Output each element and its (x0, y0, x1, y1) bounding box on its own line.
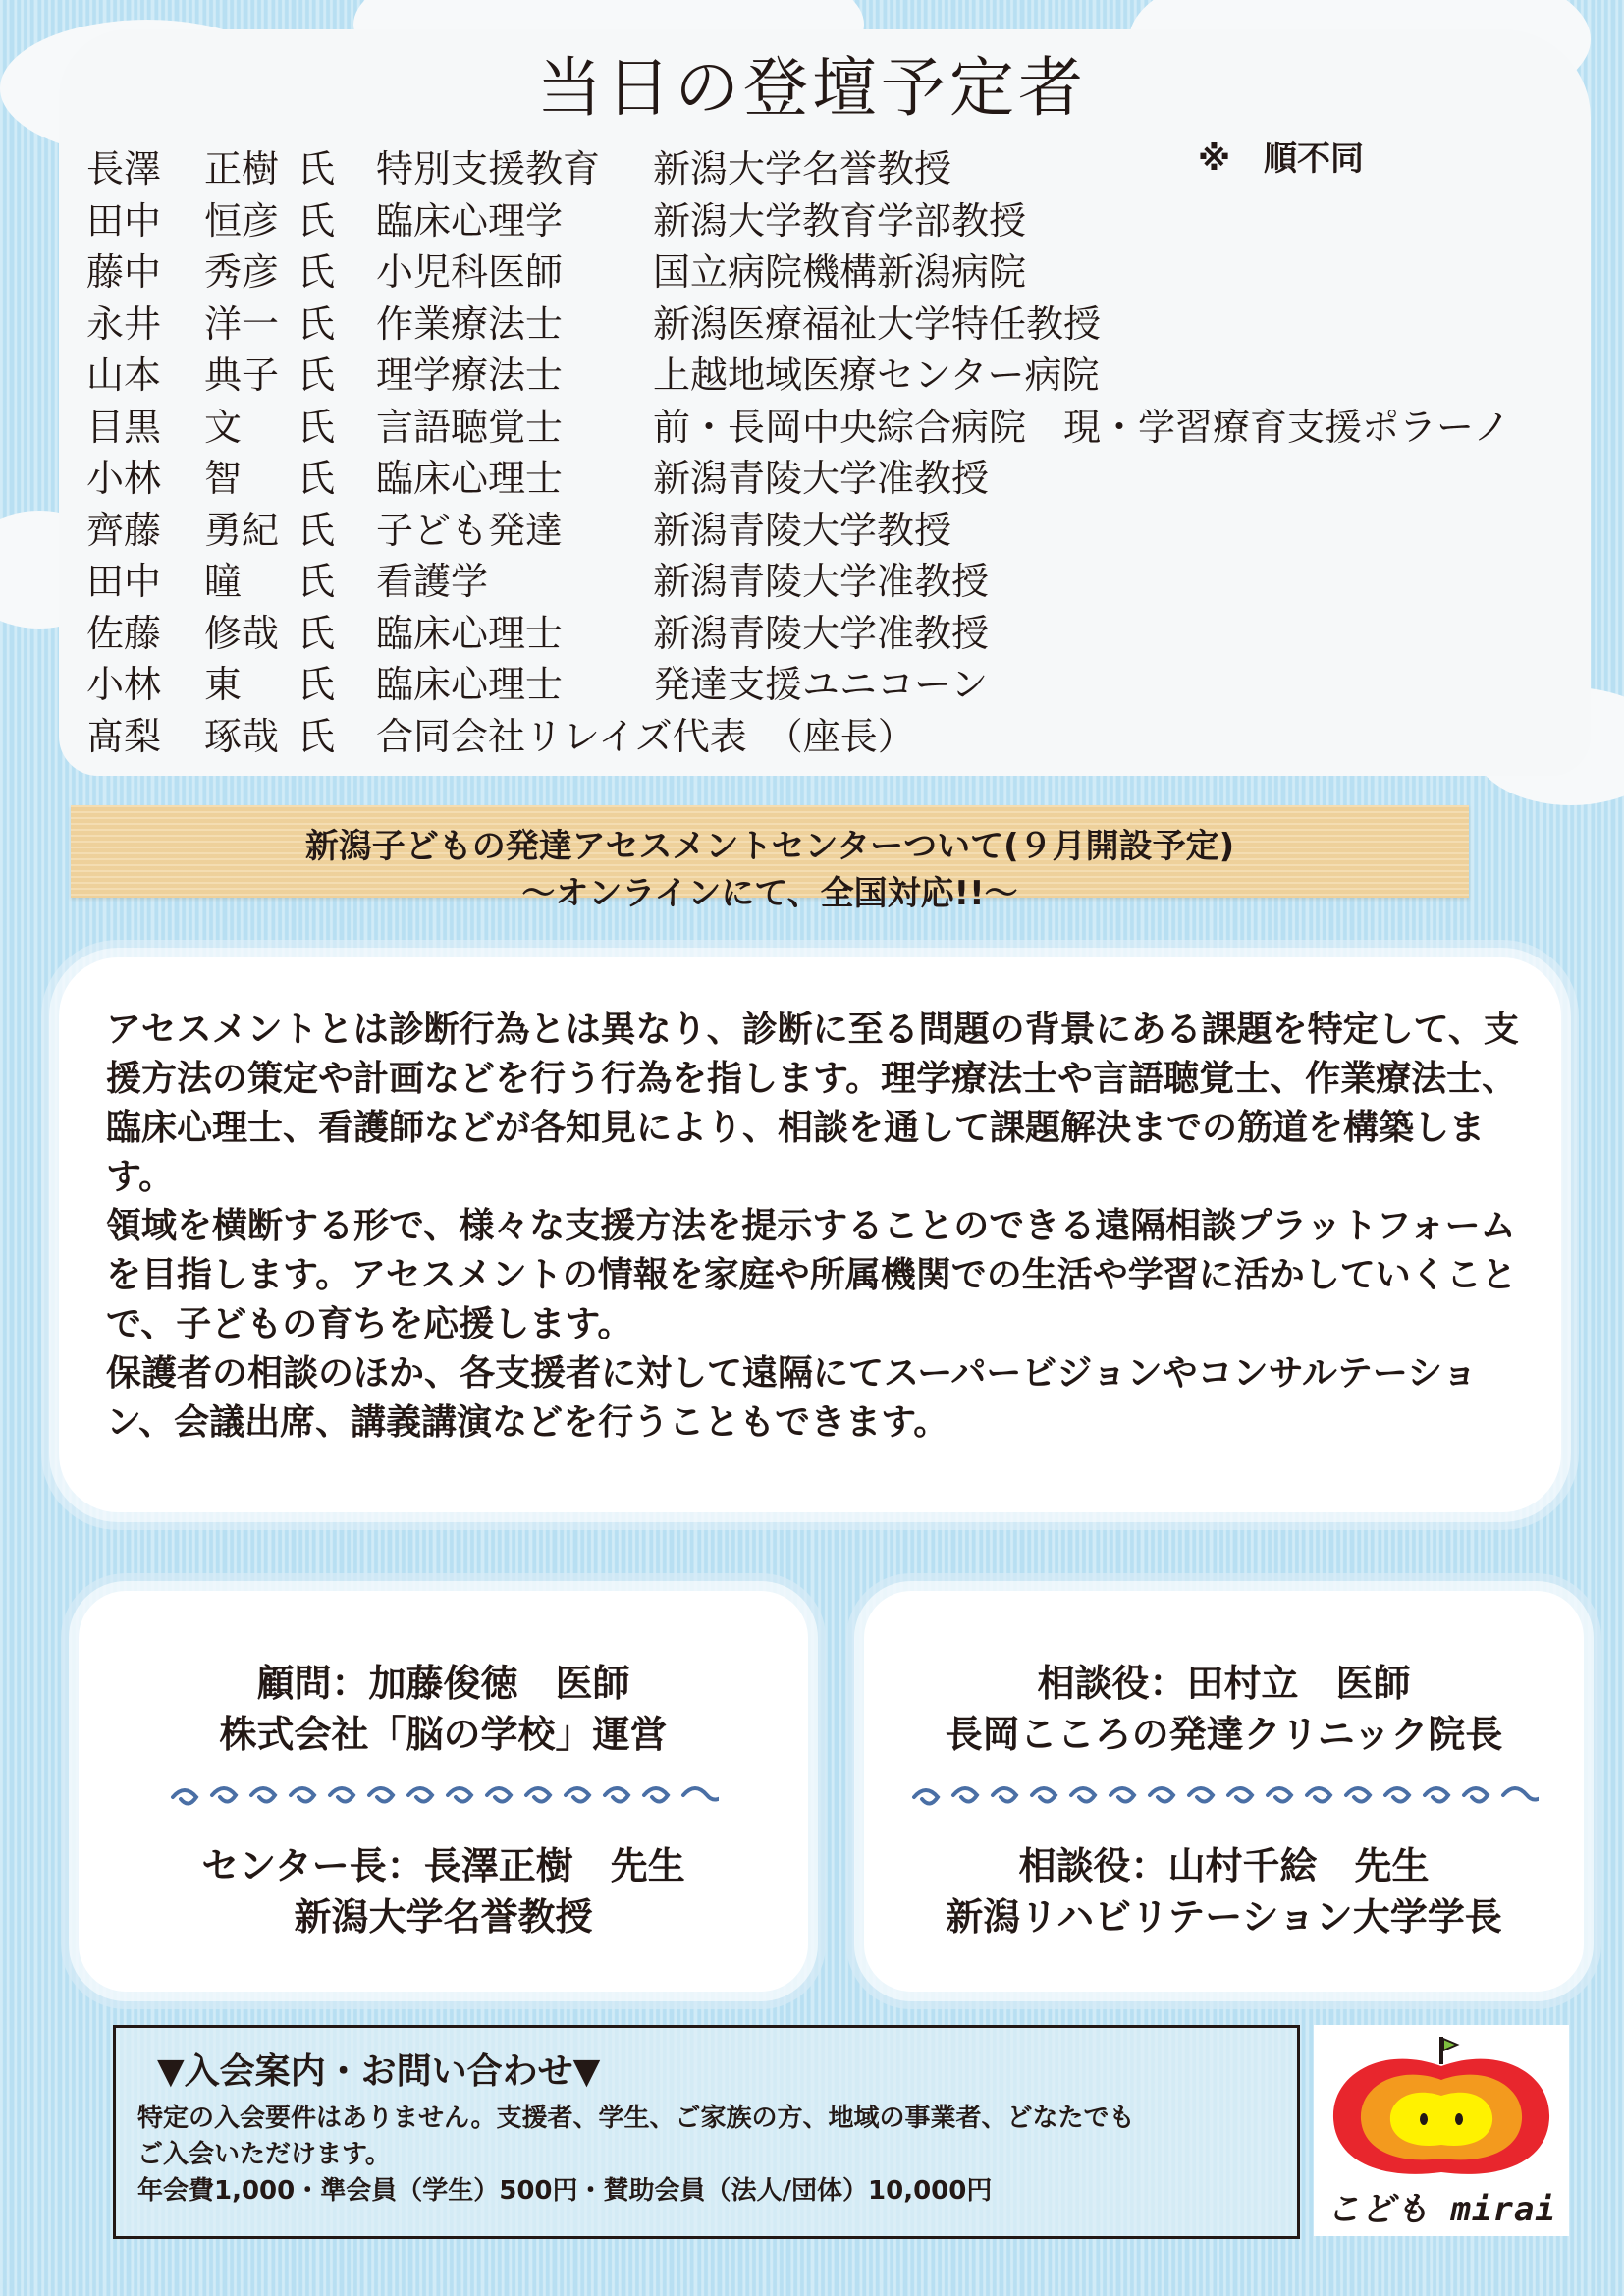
speaker-affiliation: 新潟青陵大学准教授 (653, 457, 990, 500)
speaker-surname: 藤中 (86, 250, 162, 294)
contact-box (113, 2025, 1300, 2239)
speaker-surname: 佐藤 (86, 611, 162, 655)
staff-card-left (79, 1591, 808, 1992)
speaker-field: 理学療法士 (376, 354, 564, 397)
speaker-field: 臨床心理士 (376, 611, 564, 655)
speaker-field: 小児科医師 (376, 250, 564, 294)
advisor-org: 株式会社「脳の学校」運営 (219, 1713, 668, 1756)
speaker-affiliation: 新潟青陵大学准教授 (653, 611, 990, 655)
speaker-honorific: 氏 (298, 508, 336, 552)
speaker-field: 臨床心理士 (376, 663, 564, 706)
director-role: センター長：長澤正樹 先生 (201, 1844, 685, 1887)
speaker-surname: 目黒 (86, 405, 162, 449)
speaker-honorific: 氏 (298, 663, 336, 706)
speaker-surname: 齊藤 (86, 508, 162, 552)
speaker-surname: 永井 (86, 301, 162, 346)
banner-headline: 新潟子どもの発達アセスメントセンターついて(９月開設予定) (304, 827, 1235, 866)
consultant-org: 長岡こころの発達クリニック院長 (945, 1713, 1503, 1756)
speaker-given-name: 勇紀 (204, 508, 280, 552)
speaker-honorific: 氏 (298, 147, 336, 191)
speaker-affiliation: 新潟青陵大学教授 (653, 508, 952, 552)
speaker-given-name: 典子 (204, 354, 280, 397)
about-text (106, 1006, 1520, 1448)
kodomo-mirai-logo (1314, 2025, 1569, 2236)
consultant-role: 相談役：田村立 医師 (1037, 1662, 1411, 1705)
speaker-field: 臨床心理学 (376, 198, 564, 243)
speaker-surname: 田中 (86, 560, 162, 603)
swirl-divider (169, 1777, 719, 1813)
staff-card-bottom (868, 1840, 1580, 1942)
speaker-affiliation: 前・長岡中央綜合病院 現・学習療育支援ポラーノ (653, 405, 1511, 449)
speaker-field: 子ども発達 (376, 508, 564, 552)
staff-card-top (868, 1658, 1580, 1760)
speaker-surname: 小林 (86, 457, 162, 500)
speaker-surname: 小林 (86, 663, 162, 706)
speaker-given-name: 恒彦 (204, 198, 280, 243)
speaker-surname: 田中 (86, 198, 162, 243)
contact-line: 特定の入会要件はありません。支援者、学生、ご家族の方、地域の事業者、どなたでも (137, 2104, 1135, 2133)
apple-icon (1314, 2025, 1569, 2182)
speaker-affiliation: 新潟青陵大学准教授 (653, 560, 990, 603)
staff-card-top (82, 1658, 804, 1760)
speaker-affiliation: 発達支援ユニコーン (653, 663, 989, 706)
speaker-given-name: 智 (204, 457, 243, 500)
contact-line: ご入会いただけます。 (137, 2140, 391, 2169)
speaker-affiliation: 新潟大学名誉教授 (653, 147, 952, 191)
speaker-surname: 長澤 (86, 147, 162, 191)
speaker-field: 作業療法士 (376, 301, 564, 346)
speaker-surname: 髙梨 (86, 714, 162, 758)
contact-heading: ▼入会案内・お問い合わせ▼ (157, 2051, 601, 2092)
speaker-honorific: 氏 (298, 198, 336, 243)
speaker-honorific: 氏 (298, 250, 336, 294)
speaker-given-name: 修哉 (204, 611, 280, 655)
swirl-divider (910, 1777, 1539, 1813)
speaker-field: 言語聴覚士 (376, 405, 564, 449)
advisor-role: 顧問：加藤俊徳 医師 (256, 1662, 630, 1705)
banner-text (0, 823, 1540, 917)
staff-card-right (864, 1591, 1584, 1992)
speaker-affiliation: 国立病院機構新潟病院 (653, 250, 1027, 294)
speaker-honorific: 氏 (298, 457, 336, 500)
logo-wordmark: こども mirai (1326, 2190, 1556, 2229)
about-paragraph: 領域を横断する形で、様々な支援方法を提示することのできる遠隔相談プラットフォームを目指します。アセスメントの情報を家庭や所属機関での生活や学習に活かしていくことで、子どもの育ちを応援します。 (106, 1206, 1517, 1344)
contact-line: 年会費1,000・準会員（学生）500円・賛助会員（法人/団体）10,000円 (137, 2176, 993, 2206)
speaker-given-name: 琢哉 (204, 714, 280, 758)
about-paragraph: アセスメントとは診断行為とは異なり、診断に至る問題の背景にある課題を特定して、支援方法の策定や計画などを行う行為を指します。理学療法士や言語聴覚士、作業療法士、臨床心理士、看護師などが各知見により、相談を通して課題解決までの筋道を構築します。 (106, 1010, 1519, 1197)
speaker-field: 臨床心理士 (376, 457, 564, 500)
speaker-affiliation: 新潟大学教育学部教授 (653, 198, 1027, 243)
speaker-affiliation: 新潟医療福祉大学特任教授 (653, 301, 1102, 346)
speaker-surname: 山本 (86, 354, 162, 397)
order-note: ※ 順不同 (1198, 139, 1365, 179)
speaker-honorific: 氏 (298, 560, 336, 603)
speaker-field: 合同会社リレイズ代表 （座長） (376, 714, 915, 758)
consultant2-role: 相談役：山村千絵 先生 (1018, 1844, 1430, 1887)
contact-body (137, 2101, 1286, 2210)
speaker-field: 特別支援教育 (376, 147, 601, 191)
speaker-honorific: 氏 (298, 301, 336, 346)
speaker-given-name: 文 (204, 405, 243, 449)
speaker-given-name: 秀彦 (204, 250, 280, 294)
speaker-field: 看護学 (376, 560, 489, 603)
speaker-honorific: 氏 (298, 405, 336, 449)
speaker-affiliation: 上越地域医療センター病院 (653, 354, 1100, 397)
director-org: 新潟大学名誉教授 (294, 1895, 593, 1939)
speaker-honorific: 氏 (298, 611, 336, 655)
speaker-given-name: 洋一 (204, 301, 280, 346)
speaker-honorific: 氏 (298, 354, 336, 397)
banner-subline: ～オンラインにて、全国対応!!～ (521, 874, 1018, 913)
speaker-given-name: 瞳 (204, 560, 243, 603)
staff-card-bottom (82, 1840, 804, 1942)
page-title: 当日の登壇予定者 (537, 50, 1087, 126)
speaker-given-name: 正樹 (204, 147, 280, 191)
about-paragraph: 保護者の相談のほか、各支援者に対して遠隔にてスーパービジョンやコンサルテーション、会議出席、講義講演などを行うこともできます。 (106, 1353, 1478, 1443)
speaker-honorific: 氏 (298, 714, 336, 758)
consultant2-org: 新潟リハビリテーション大学学長 (946, 1895, 1502, 1939)
speaker-given-name: 東 (204, 663, 243, 706)
